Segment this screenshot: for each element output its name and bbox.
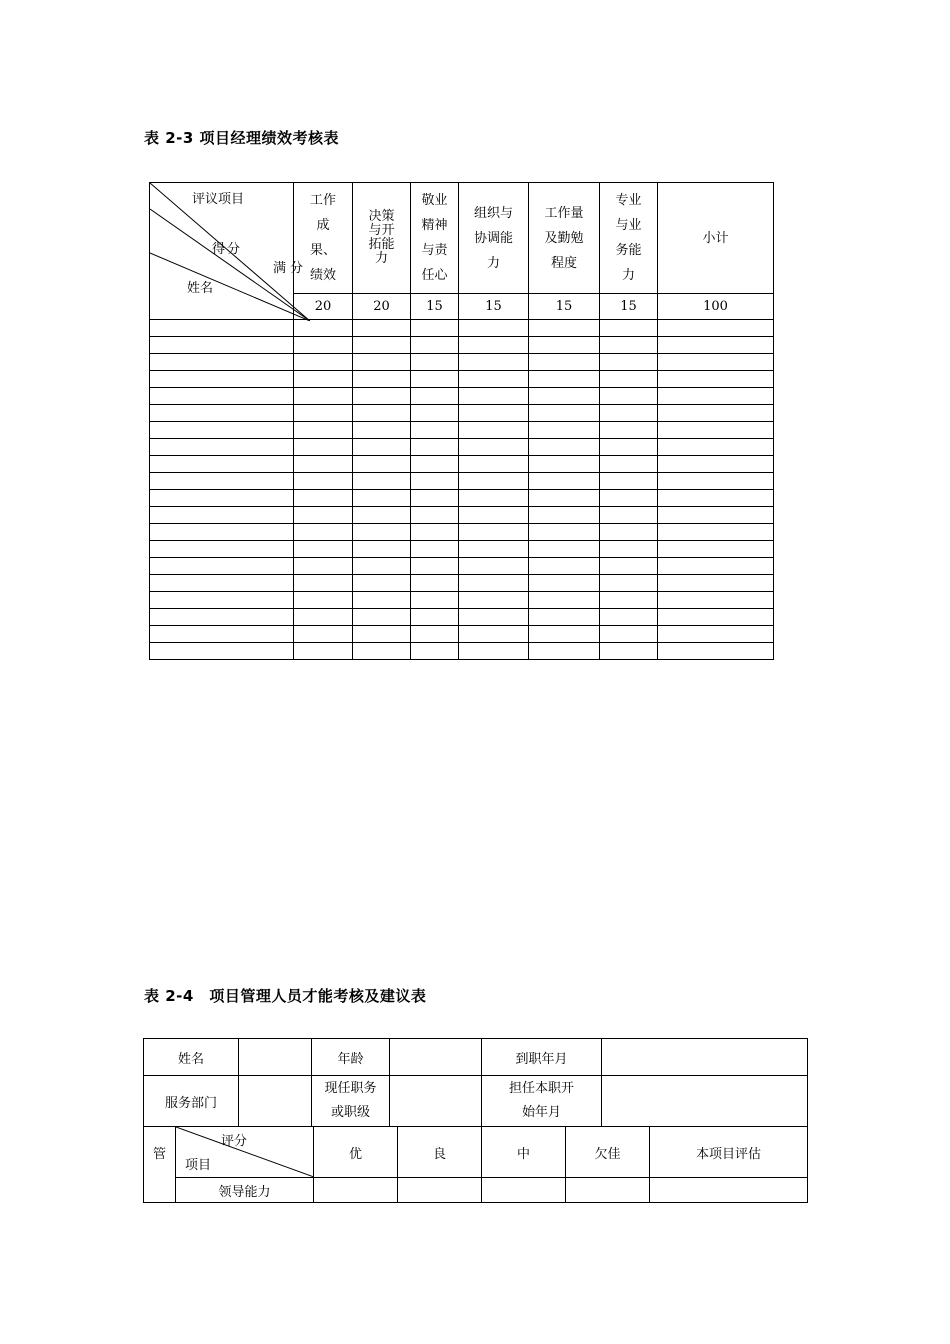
evaluation-cell[interactable]	[650, 1178, 808, 1203]
score-cell[interactable]	[353, 473, 411, 490]
name-cell[interactable]	[150, 388, 294, 405]
score-cell[interactable]	[294, 507, 353, 524]
score-cell[interactable]	[294, 473, 353, 490]
header-row	[150, 183, 774, 294]
score-cell[interactable]	[600, 490, 658, 507]
score-cell[interactable]	[411, 558, 459, 575]
score-cell[interactable]	[294, 490, 353, 507]
score-cell[interactable]	[459, 575, 529, 592]
score-cell[interactable]	[658, 643, 774, 660]
name-cell[interactable]	[150, 524, 294, 541]
score-cell[interactable]	[529, 524, 600, 541]
header-cell: 敬业 精神 与责 任心	[411, 183, 459, 294]
header-cell: 决策 与开 拓能 力	[353, 183, 411, 294]
score-cell[interactable]	[411, 643, 459, 660]
table-row	[150, 524, 774, 541]
score-cell[interactable]	[294, 320, 353, 337]
score-cell[interactable]	[529, 609, 600, 626]
score-cell[interactable]	[529, 592, 600, 609]
score-cell[interactable]	[529, 643, 600, 660]
score-cell[interactable]	[529, 371, 600, 388]
score-cell[interactable]	[353, 643, 411, 660]
rating-excellent: 优	[314, 1127, 398, 1178]
table-title: 表 2-3 项目经理绩效考核表	[144, 129, 340, 147]
score-cell[interactable]	[353, 490, 411, 507]
table-title: 表 2-4 项目管理人员才能考核及建议表	[144, 987, 427, 1005]
score-cell[interactable]	[600, 507, 658, 524]
name-cell[interactable]	[150, 405, 294, 422]
name-cell[interactable]	[150, 507, 294, 524]
table-row	[150, 643, 774, 660]
performance-table	[149, 182, 774, 660]
score-cell[interactable]	[658, 320, 774, 337]
management-side-label: 管	[144, 1127, 176, 1203]
name-cell[interactable]	[150, 337, 294, 354]
name-cell[interactable]	[150, 320, 294, 337]
diagonal-header-cell	[176, 1127, 314, 1178]
diag-label-score: 评分	[221, 1134, 248, 1149]
table-row	[150, 371, 774, 388]
score-cell[interactable]	[411, 592, 459, 609]
full-score-cell: 15	[459, 294, 529, 320]
full-score-cell: 15	[600, 294, 658, 320]
score-cell[interactable]	[411, 456, 459, 473]
department-label: 服务部门	[144, 1076, 239, 1127]
score-cell[interactable]	[529, 575, 600, 592]
score-cell[interactable]	[294, 371, 353, 388]
table-row	[150, 609, 774, 626]
score-cell[interactable]	[600, 371, 658, 388]
table-row	[150, 422, 774, 439]
diagonal-header-cell	[150, 183, 308, 320]
score-cell[interactable]	[294, 592, 353, 609]
score-cell[interactable]	[411, 371, 459, 388]
score-cell[interactable]	[411, 524, 459, 541]
table-row	[150, 439, 774, 456]
score-cell[interactable]	[459, 490, 529, 507]
blank-rows	[150, 320, 774, 660]
score-cell[interactable]	[459, 354, 529, 371]
full-score-cell: 20	[353, 294, 411, 320]
score-cell[interactable]	[658, 626, 774, 643]
score-cell[interactable]	[459, 320, 529, 337]
score-cell[interactable]	[658, 456, 774, 473]
start-date-value[interactable]	[602, 1076, 808, 1127]
rating-good: 良	[398, 1127, 482, 1178]
table-row	[150, 473, 774, 490]
score-cell[interactable]	[658, 405, 774, 422]
score-cell[interactable]	[411, 439, 459, 456]
item-leadership: 领导能力	[176, 1178, 314, 1203]
score-cell[interactable]	[411, 473, 459, 490]
department-value[interactable]	[239, 1076, 312, 1127]
name-cell[interactable]	[150, 490, 294, 507]
score-cell[interactable]	[658, 575, 774, 592]
project-evaluation-label: 本项目评估	[650, 1127, 808, 1178]
score-cell[interactable]	[600, 456, 658, 473]
info-row-2	[144, 1076, 808, 1127]
score-cell[interactable]	[459, 643, 529, 660]
score-cell[interactable]	[294, 609, 353, 626]
score-cell[interactable]	[411, 422, 459, 439]
score-cell[interactable]	[294, 524, 353, 541]
name-label: 姓名	[144, 1039, 239, 1076]
score-cell[interactable]	[294, 439, 353, 456]
score-cell[interactable]	[411, 490, 459, 507]
table-row	[150, 354, 774, 371]
score-cell[interactable]	[459, 456, 529, 473]
score-cell[interactable]	[529, 507, 600, 524]
score-cell[interactable]	[294, 354, 353, 371]
score-cell[interactable]	[459, 626, 529, 643]
position-label: 现任职务 或职级	[312, 1076, 390, 1127]
score-cell[interactable]	[658, 507, 774, 524]
score-cell[interactable]	[600, 609, 658, 626]
full-score-cell: 20	[294, 294, 353, 320]
score-cell[interactable]	[459, 541, 529, 558]
score-cell[interactable]	[600, 337, 658, 354]
score-cell[interactable]	[353, 524, 411, 541]
rating-average: 中	[482, 1127, 566, 1178]
rating-cell[interactable]	[482, 1178, 566, 1203]
score-cell[interactable]	[658, 524, 774, 541]
score-cell[interactable]	[529, 626, 600, 643]
rating-poor: 欠佳	[566, 1127, 650, 1178]
score-cell[interactable]	[411, 337, 459, 354]
name-cell[interactable]	[150, 371, 294, 388]
score-cell[interactable]	[459, 592, 529, 609]
score-cell[interactable]	[411, 541, 459, 558]
score-cell[interactable]	[600, 575, 658, 592]
score-cell[interactable]	[459, 609, 529, 626]
score-cell[interactable]	[529, 320, 600, 337]
name-cell[interactable]	[150, 609, 294, 626]
score-cell[interactable]	[529, 422, 600, 439]
table-row	[150, 558, 774, 575]
table-row	[150, 626, 774, 643]
score-cell[interactable]	[600, 592, 658, 609]
score-cell[interactable]	[294, 422, 353, 439]
score-cell[interactable]	[658, 371, 774, 388]
score-cell[interactable]	[529, 473, 600, 490]
position-value[interactable]	[390, 1076, 482, 1127]
full-score-cell: 15	[529, 294, 600, 320]
score-cell[interactable]	[658, 592, 774, 609]
score-cell[interactable]	[600, 626, 658, 643]
table-row	[150, 592, 774, 609]
score-cell[interactable]	[411, 354, 459, 371]
score-cell[interactable]	[459, 558, 529, 575]
score-cell[interactable]	[658, 422, 774, 439]
score-cell[interactable]	[529, 558, 600, 575]
name-cell[interactable]	[150, 422, 294, 439]
score-cell[interactable]	[294, 456, 353, 473]
header-cell: 组织与 协调能 力	[459, 183, 529, 294]
score-cell[interactable]	[529, 456, 600, 473]
score-cell[interactable]	[294, 388, 353, 405]
score-cell[interactable]	[459, 388, 529, 405]
score-cell[interactable]	[411, 626, 459, 643]
score-cell[interactable]	[353, 541, 411, 558]
table-row	[150, 320, 774, 337]
score-cell[interactable]	[529, 337, 600, 354]
table-row	[150, 541, 774, 558]
score-cell[interactable]	[353, 592, 411, 609]
diag-label-full: 满分	[273, 261, 308, 276]
score-cell[interactable]	[459, 507, 529, 524]
header-cell: 专业 与业 务能 力	[600, 183, 658, 294]
score-cell[interactable]	[294, 337, 353, 354]
score-cell[interactable]	[529, 439, 600, 456]
name-cell[interactable]	[150, 456, 294, 473]
diag-label-item: 项目	[185, 1158, 212, 1173]
score-cell[interactable]	[294, 643, 353, 660]
score-cell[interactable]	[353, 507, 411, 524]
score-cell[interactable]	[294, 575, 353, 592]
score-cell[interactable]	[600, 558, 658, 575]
score-cell[interactable]	[411, 575, 459, 592]
full-score-cell: 15	[411, 294, 459, 320]
score-cell[interactable]	[459, 337, 529, 354]
score-cell[interactable]	[411, 388, 459, 405]
score-cell[interactable]	[353, 558, 411, 575]
start-date-label: 担任本职开 始年月	[482, 1076, 602, 1127]
score-cell[interactable]	[600, 524, 658, 541]
score-cell[interactable]	[529, 541, 600, 558]
name-cell[interactable]	[150, 541, 294, 558]
age-label: 年龄	[312, 1039, 390, 1076]
score-cell[interactable]	[353, 422, 411, 439]
header-cell: 小计	[658, 183, 774, 294]
score-cell[interactable]	[600, 320, 658, 337]
join-date-value[interactable]	[602, 1039, 808, 1076]
rating-row	[144, 1178, 808, 1203]
score-cell[interactable]	[353, 388, 411, 405]
score-cell[interactable]	[600, 541, 658, 558]
name-cell[interactable]	[150, 558, 294, 575]
score-cell[interactable]	[658, 558, 774, 575]
score-cell[interactable]	[411, 320, 459, 337]
score-cell[interactable]	[411, 507, 459, 524]
header-cell: 工作量 及勤勉 程度	[529, 183, 600, 294]
score-cell[interactable]	[600, 388, 658, 405]
score-cell[interactable]	[353, 354, 411, 371]
score-cell[interactable]	[353, 609, 411, 626]
rating-header-row	[144, 1127, 808, 1178]
score-cell[interactable]	[658, 388, 774, 405]
score-cell[interactable]	[353, 439, 411, 456]
rating-cell[interactable]	[566, 1178, 650, 1203]
score-cell[interactable]	[294, 558, 353, 575]
table-row	[150, 405, 774, 422]
table-row	[150, 507, 774, 524]
score-cell[interactable]	[658, 609, 774, 626]
name-cell[interactable]	[150, 592, 294, 609]
score-cell[interactable]	[529, 405, 600, 422]
table-row	[150, 575, 774, 592]
score-cell[interactable]	[411, 609, 459, 626]
score-cell[interactable]	[600, 439, 658, 456]
score-cell[interactable]	[600, 643, 658, 660]
score-cell[interactable]	[600, 422, 658, 439]
rating-cell[interactable]	[314, 1178, 398, 1203]
table-row	[150, 490, 774, 507]
score-cell[interactable]	[600, 354, 658, 371]
name-value[interactable]	[239, 1039, 312, 1076]
score-cell[interactable]	[353, 337, 411, 354]
score-cell[interactable]	[600, 473, 658, 490]
score-cell[interactable]	[658, 439, 774, 456]
score-cell[interactable]	[353, 626, 411, 643]
age-value[interactable]	[390, 1039, 482, 1076]
score-cell[interactable]	[353, 405, 411, 422]
table-row	[150, 388, 774, 405]
rating-cell[interactable]	[398, 1178, 482, 1203]
header-cell: 工作 成 果、 绩效	[294, 183, 353, 294]
score-cell[interactable]	[658, 354, 774, 371]
table-row	[150, 337, 774, 354]
score-cell[interactable]	[529, 490, 600, 507]
score-cell[interactable]	[353, 575, 411, 592]
score-cell[interactable]	[459, 422, 529, 439]
score-cell[interactable]	[658, 541, 774, 558]
score-cell[interactable]	[294, 541, 353, 558]
info-row-1	[144, 1039, 808, 1076]
name-cell[interactable]	[150, 575, 294, 592]
score-cell[interactable]	[353, 456, 411, 473]
score-cell[interactable]	[353, 371, 411, 388]
score-cell[interactable]	[600, 405, 658, 422]
score-cell[interactable]	[459, 473, 529, 490]
score-cell[interactable]	[658, 337, 774, 354]
name-cell[interactable]	[150, 643, 294, 660]
score-cell[interactable]	[294, 626, 353, 643]
score-cell[interactable]	[294, 405, 353, 422]
score-cell[interactable]	[459, 439, 529, 456]
name-cell[interactable]	[150, 473, 294, 490]
join-date-label: 到职年月	[482, 1039, 602, 1076]
score-cell[interactable]	[459, 524, 529, 541]
talent-assessment-table	[143, 1038, 808, 1203]
name-cell[interactable]	[150, 439, 294, 456]
full-score-cell: 100	[658, 294, 774, 320]
diag-label-score: 得分	[212, 242, 243, 257]
diag-label-item: 评议项目	[192, 192, 245, 207]
name-cell[interactable]	[150, 626, 294, 643]
score-cell[interactable]	[459, 405, 529, 422]
name-cell[interactable]	[150, 354, 294, 371]
table-row	[150, 456, 774, 473]
score-cell[interactable]	[353, 320, 411, 337]
score-cell[interactable]	[411, 405, 459, 422]
score-cell[interactable]	[658, 490, 774, 507]
score-cell[interactable]	[658, 473, 774, 490]
score-cell[interactable]	[529, 388, 600, 405]
diag-label-name: 姓名	[187, 281, 214, 296]
score-cell[interactable]	[529, 354, 600, 371]
score-cell[interactable]	[459, 371, 529, 388]
